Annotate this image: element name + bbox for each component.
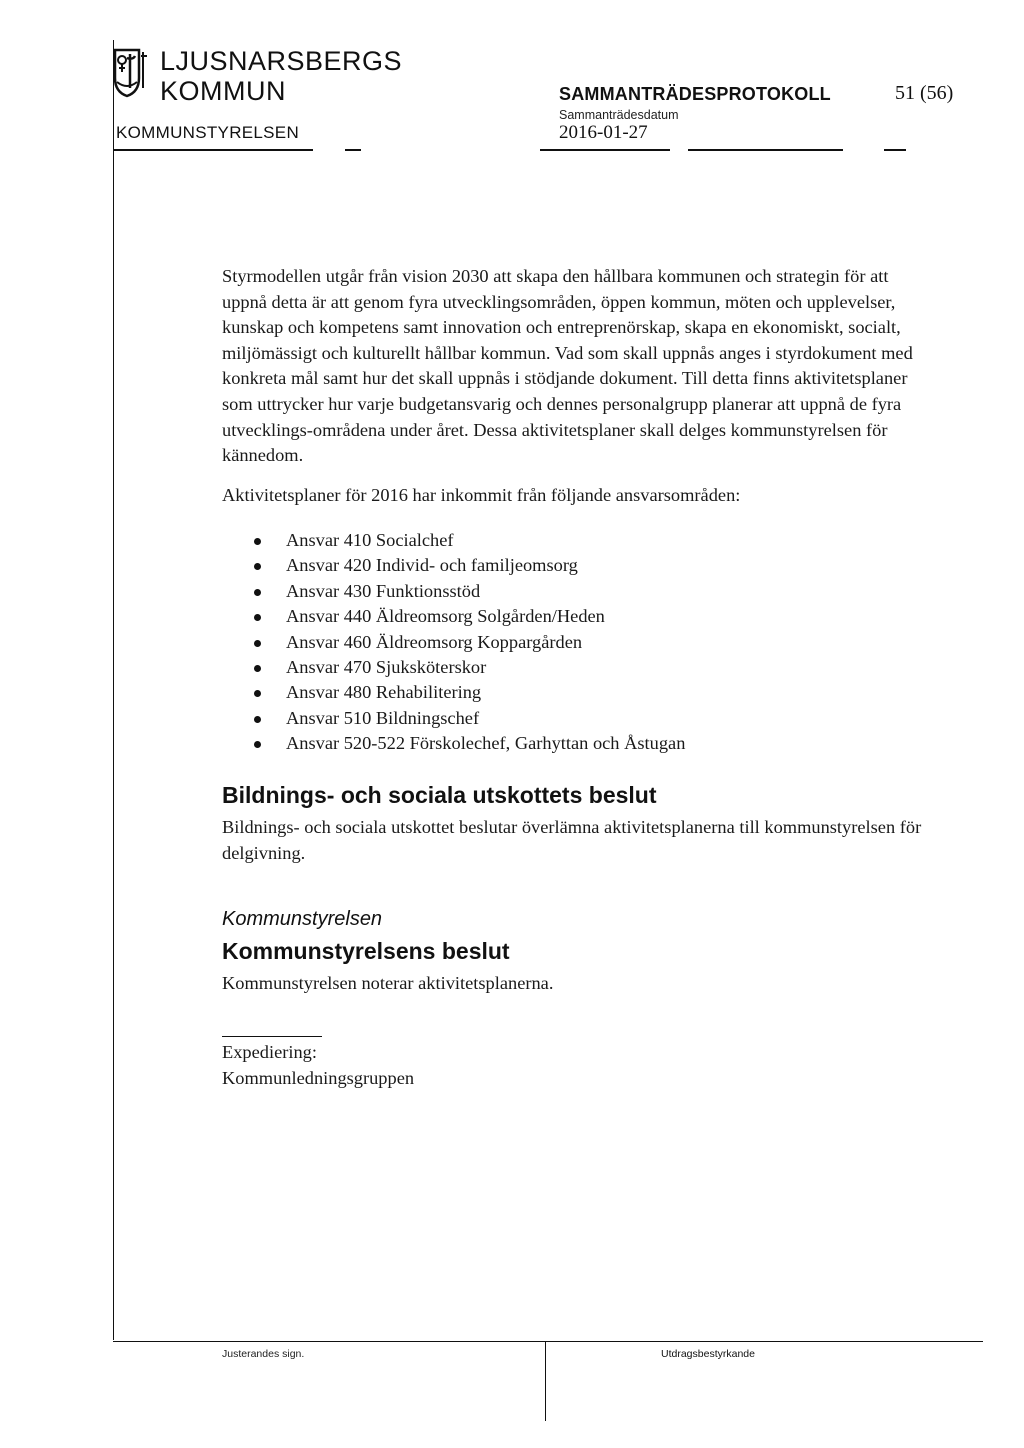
bullet-icon (254, 741, 261, 748)
left-margin-line (113, 40, 114, 1340)
department-name: KOMMUNSTYRELSEN (116, 123, 300, 142)
bullet-icon (254, 665, 261, 672)
list-item: Ansvar 520-522 Förskolechef, Garhyttan och Åstugan (254, 731, 685, 756)
committee-decision-heading: Bildnings- och sociala utskottets beslut (222, 782, 657, 808)
bullet-icon (254, 614, 261, 621)
bullet-icon (254, 716, 261, 723)
list-item: Ansvar 440 Äldreomsorg Solgården/Heden (254, 604, 685, 629)
extract-certification-label: Utdragsbestyrkande (661, 1348, 755, 1360)
board-section-label: Kommunstyrelsen (222, 908, 383, 930)
bullet-icon (254, 538, 261, 545)
header-rule-right (688, 149, 843, 151)
expediering-divider (222, 1036, 322, 1037)
list-item: Ansvar 510 Bildningschef (254, 706, 685, 731)
intro-paragraph: Styrmodellen utgår från vision 2030 att skapa den hållbara kommunen och strategin för att uppnå detta är att genom fyra utvecklingsområden, öppen kommun, möten och upplevelser, kunskap och kompetens samt innovation och entreprenörskap, skapa en ekonomiskt, socialt, miljömässigt och kulturellt hållbar kommun. Vad som skall uppnås anges i styrdokument med konkreta mål samt hur det skall uppnås i stödjande dokument. Till detta finns aktivitetsplaner som uttrycker hur varje budgetansvarig och dennes personalgrupp planerar att uppnå de fyra utvecklings-områdena under året. Dessa aktivitetsplaner skall delges kommunstyrelsen för kännedom. (222, 266, 913, 466)
list-item: Ansvar 430 Funktionsstöd (254, 579, 685, 604)
page-number: 51 (56) (895, 82, 954, 104)
bullet-icon (254, 589, 261, 596)
footer-rule (113, 1341, 983, 1342)
responsibility-list (254, 528, 685, 757)
plans-received-paragraph: Aktivitetsplaner för 2016 har inkommit från följande ansvarsområden: (222, 485, 741, 505)
board-decision-heading: Kommunstyrelsens beslut (222, 938, 510, 964)
municipality-crest-icon (113, 48, 153, 98)
board-decision-text: Kommunstyrelsen noterar aktivitetsplanerna. (222, 973, 554, 993)
meeting-date-label: Sammanträdesdatum (559, 108, 679, 122)
bullet-icon (254, 563, 261, 570)
list-item: Ansvar 420 Individ- och familjeomsorg (254, 553, 685, 578)
footer-divider-left (545, 1341, 546, 1421)
header-rule-left (113, 149, 313, 151)
expediering-label: Expediering: (222, 1042, 317, 1062)
committee-decision-text: Bildnings- och sociala utskottet beslutar överlämna aktivitetsplanerna till kommunstyrelsen för delgivning. (222, 817, 922, 863)
list-item: Ansvar 460 Äldreomsorg Koppargården (254, 630, 685, 655)
expediering-recipient: Kommunledningsgruppen (222, 1068, 415, 1088)
signer-label: Justerandes sign. (222, 1348, 305, 1360)
list-item: Ansvar 470 Sjuksköterskor (254, 655, 685, 680)
document-type: SAMMANTRÄDESPROTOKOLL (559, 84, 831, 104)
header-rule-end (884, 149, 906, 151)
header-rule-mid (540, 149, 670, 151)
org-name-line2: KOMMUN (160, 76, 286, 106)
meeting-date: 2016-01-27 (559, 122, 648, 143)
bullet-icon (254, 640, 261, 647)
org-name-line1: LJUSNARSBERGS (160, 46, 403, 76)
list-item: Ansvar 410 Socialchef (254, 528, 685, 553)
bullet-icon (254, 690, 261, 697)
list-item: Ansvar 480 Rehabilitering (254, 680, 685, 705)
header-rule-dash (345, 149, 361, 151)
